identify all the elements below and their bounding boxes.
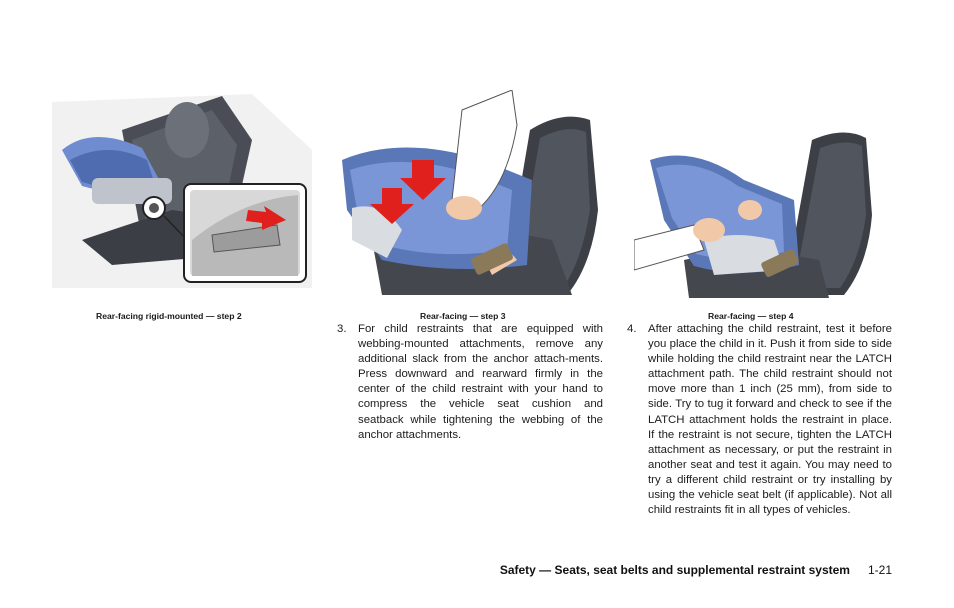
test-car-seat-illustration	[634, 90, 896, 300]
step-4	[627, 322, 892, 518]
page-footer	[500, 563, 892, 577]
car-seat-rigid-latch-illustration	[52, 90, 312, 288]
step-number: 3.	[337, 323, 347, 335]
step-number: 4.	[627, 323, 637, 335]
step-text: After attaching the child restraint, test it before you place the child in it. Push it from side to side while holding the child restraint near the LATCH attachment path. The child restraint should not move more than 1 inch (25 mm), from side to side. Try to tug it forward and check to see if the LATCH attachment holds the restraint in place. If the restraint is not secure, tighten the LATCH attachment as necessary, or put the restraint in another seat and test it again. You may need to try a different child restraint or try installing by using the vehicle seat belt (if applicable). Not all child restraints fit in all types of vehicles.	[648, 323, 892, 517]
figure-rear-facing-step-4	[634, 90, 896, 300]
step-text: For child restraints that are equipped with webbing-mounted attachments, remove any additional slack from the anchor attach-ments. Press downward and rearward firmly in the center of the child restraint with your hand to compress the vehicle seat cushion and seatback while tightening the webbing of the anchor attachments.	[358, 323, 603, 441]
figure-rigid-mounted-step-2	[52, 90, 312, 288]
step-3	[337, 322, 603, 443]
figure-caption: Rear-facing — step 4	[708, 311, 794, 321]
figure-caption: Rear-facing — step 3	[420, 311, 506, 321]
section-title: Safety — Seats, seat belts and supplemental restraint system	[499, 563, 850, 577]
press-down-car-seat-illustration	[342, 90, 604, 300]
figure-rear-facing-step-3	[342, 90, 604, 300]
figure-caption: Rear-facing rigid-mounted — step 2	[96, 311, 242, 321]
page-number: 1-21	[867, 563, 892, 577]
